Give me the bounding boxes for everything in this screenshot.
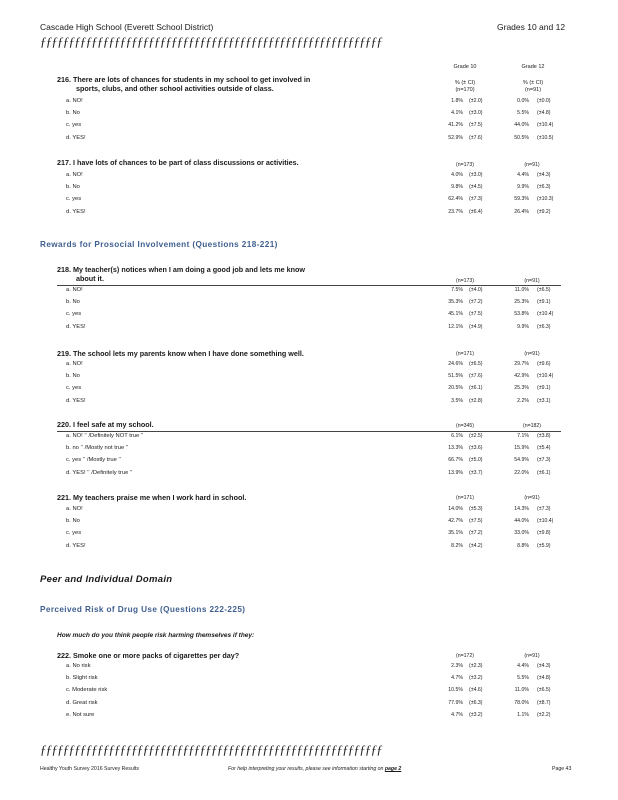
grade-12-ci: (±10.4) — [537, 518, 554, 525]
question-text: 220. I feel safe at my school. — [57, 420, 154, 429]
answer-option-label: c. yes — [66, 196, 82, 203]
grade-10-ci: (±4.9) — [469, 323, 483, 330]
grade-12-percent: 4.4% — [517, 172, 529, 178]
answer-option-label: d. YES! — [66, 208, 86, 215]
grade-12-sample-size: (n=91) — [524, 495, 540, 501]
answer-option-label: d. YES! — [66, 323, 86, 330]
grade-10-ci: (±7.2) — [469, 530, 483, 537]
footer-help-text — [228, 766, 401, 772]
grade-12-percent: 4.4% — [517, 663, 529, 669]
grade-12-percent: 11.0% — [514, 687, 529, 694]
question-text-continued: about it. — [76, 273, 104, 283]
grade-12-sample-size: (n=91) — [524, 351, 540, 357]
grade-10-ci: (±7.3) — [469, 196, 483, 203]
grade-10-percent: 14.0% — [448, 506, 463, 512]
grade-10-percent: 13.9% — [448, 469, 463, 476]
instruction-text: How much do you think people risk harming themselves if they: — [57, 632, 255, 639]
grade-10-ci: (±6.1) — [469, 385, 483, 392]
grade-10-percent: 41.2% — [448, 122, 463, 129]
grade-10-ci: (±6.4) — [469, 208, 483, 215]
grade-10-percent: 10.5% — [448, 687, 463, 694]
grade-10-ci: (±2.0) — [469, 98, 483, 104]
grade-12-percent: 7.1% — [517, 433, 529, 439]
grade-10-ci: (±5.0) — [469, 457, 483, 464]
grade-12-percent: 2.2% — [517, 397, 529, 404]
grade-10-percent: 45.1% — [448, 311, 463, 318]
grades-label: Grades 10 and 12 — [497, 22, 566, 32]
grade-12-ci: (±6.1) — [537, 469, 551, 476]
grade-10-ci: (±2.8) — [469, 397, 483, 404]
grade-10-percent: 2.3% — [451, 663, 463, 669]
grade-10-ci: (±6.5) — [469, 361, 483, 367]
grade-10-sample-size: (n=345) — [455, 423, 475, 429]
question-text: 219. The school lets my parents know when I have done something well. — [57, 349, 304, 358]
answer-option-label: d. YES! — [66, 542, 86, 549]
grade-12-percent: 44.0% — [514, 122, 529, 129]
grade-12-percent: 54.9% — [514, 457, 529, 464]
grade-10-n-label: (n=170) — [455, 87, 475, 93]
grade-12-ci: (±3.1) — [537, 397, 551, 404]
grade-10-ci: (±7.5) — [469, 122, 483, 129]
answer-option-label: a. NO! — [66, 172, 83, 178]
grade-12-percent: 33.0% — [514, 530, 529, 537]
grade-10-percent: 9.8% — [451, 184, 463, 191]
grade-12-ci: (±6.3) — [537, 323, 551, 330]
grade-12-percent: 50.5% — [514, 134, 529, 141]
grade-10-percent: 20.5% — [448, 385, 463, 392]
grade-10-ci: (±6.3) — [469, 699, 483, 706]
grade-10-ci: (±3.2) — [469, 675, 483, 682]
answer-option-label: b. No — [66, 518, 80, 525]
grade-10-ci: (±3.7) — [469, 469, 483, 476]
grade-12-ci: (±9.8) — [537, 530, 551, 537]
grade-12-ci: (±7.3) — [537, 457, 551, 464]
grade-12-percent: 0.0% — [517, 98, 529, 104]
grade-12-sample-size: (n=91) — [524, 278, 540, 284]
grade-12-percent: 53.8% — [514, 311, 529, 318]
grade-12-percent: 25.3% — [514, 299, 529, 306]
grade-12-ci: (±10.3) — [537, 196, 554, 203]
grade-10-ci: (±2.3) — [469, 663, 483, 669]
section-risk-heading: Perceived Risk of Drug Use (Questions 222-225) — [40, 605, 246, 614]
grade-10-percent: 66.7% — [448, 457, 463, 464]
question-text: 221. My teachers praise me when I work hard in school. — [57, 493, 247, 502]
grade-12-percent: 29.7% — [514, 361, 529, 367]
answer-option-label: c. yes — [66, 122, 82, 129]
grade-10-ci: (±4.2) — [469, 542, 483, 549]
grade-12-percent: 14.3% — [514, 506, 529, 512]
domain-heading: Peer and Individual Domain — [40, 574, 173, 585]
grade-12-percent: 15.9% — [514, 445, 529, 452]
question-divider — [57, 285, 561, 286]
grade-12-ci: (±6.3) — [537, 184, 551, 191]
grade-12-ci: (±4.8) — [537, 675, 551, 682]
grade-10-percent: 7.5% — [451, 287, 463, 293]
grade-12-percent: 8.8% — [517, 542, 529, 549]
answer-option-label: c. Moderate risk — [66, 687, 108, 694]
footer-page-number: Page 43 — [552, 766, 572, 772]
footer-help-sentence: For help interpreting your results, please see information starting on — [228, 766, 384, 772]
grade-12-ci: (±9.2) — [537, 208, 551, 215]
grade-10-ci: (±7.5) — [469, 311, 483, 318]
grade-12-sample-size: (n=182) — [522, 423, 542, 429]
school-name: Cascade High School (Everett School District) — [40, 22, 214, 32]
grade-12-ci: (±0.0) — [537, 98, 551, 104]
footer-decor-line: ƒƒƒƒƒƒƒƒƒƒƒƒƒƒƒƒƒƒƒƒƒƒƒƒƒƒƒƒƒƒƒƒƒƒƒƒƒƒƒƒƒƒƒƒƒƒƒƒƒƒƒƒƒƒƒƒƒƒƒƒ — [40, 742, 383, 757]
grade-12-ci: (±10.4) — [537, 311, 554, 318]
grade-10-percent: 13.3% — [448, 445, 463, 452]
grade-10-sample-size: (n=172) — [455, 653, 475, 659]
grade-12-ci: (±10.4) — [537, 373, 554, 380]
footer-page-link[interactable]: page 2 — [384, 766, 402, 772]
answer-option-label: b. No — [66, 110, 80, 117]
answer-option-label: c. yes — [66, 385, 82, 392]
answer-option-label: b. No — [66, 373, 80, 380]
grade-12-ci: (±8.7) — [537, 699, 551, 706]
grade-10-ci: (±4.0) — [469, 287, 483, 293]
answer-option-label: b. Slight risk — [66, 675, 98, 682]
grade-10-header: Grade 10 — [453, 64, 477, 70]
grade-12-ci: (±4.3) — [537, 172, 551, 178]
grade-10-percent: 23.7% — [448, 208, 463, 215]
answer-option-label: c. yes — [66, 530, 82, 537]
answer-option-label: a. No risk — [66, 663, 91, 669]
grade-10-percent: 24.6% — [448, 361, 463, 367]
grade-10-percent: 4.0% — [451, 172, 463, 178]
grade-12-percent: 44.0% — [514, 518, 529, 525]
question-text: 216. There are lots of chances for students in my school to get involved in — [57, 75, 311, 84]
grade-10-sample-size: (n=171) — [455, 495, 475, 501]
grade-12-percent: 59.3% — [514, 196, 529, 203]
answer-option-label: a. NO! — [66, 98, 83, 104]
answer-option-label: a. NO! — [66, 361, 83, 367]
grade-10-ci: (±7.6) — [469, 373, 483, 380]
grade-10-ci: (±3.6) — [469, 445, 483, 452]
grade-12-sample-size: (n=91) — [524, 162, 540, 168]
answer-option-label: b. No — [66, 184, 80, 191]
answer-option-label: e. Not sure — [66, 711, 95, 718]
grade-10-percent: 8.2% — [451, 542, 463, 549]
answer-option-label: a. NO! — [66, 506, 83, 512]
grade-10-ci: (±4.6) — [469, 687, 483, 694]
grade-12-percent: 22.0% — [514, 469, 529, 476]
grade-12-percent: 5.5% — [517, 110, 529, 117]
grade-12-percent: 78.0% — [514, 699, 529, 706]
grade-12-header: Grade 12 — [521, 64, 545, 70]
grade-12-percent: 9.9% — [517, 323, 529, 330]
grade-10-percent: 3.5% — [451, 397, 463, 404]
grade-10-percent: 1.8% — [451, 98, 463, 104]
grade-10-percent: 12.1% — [448, 323, 463, 330]
grade-10-percent: 6.1% — [451, 433, 463, 439]
grade-12-percent: 42.9% — [514, 373, 529, 380]
grade-12-ci: (±3.8) — [537, 433, 551, 439]
grade-12-ci: (±5.9) — [537, 542, 551, 549]
answer-option-label: c. yes ‘‘ /Mostly true ’’ — [66, 457, 121, 464]
grade-10-percent: 4.7% — [451, 675, 463, 682]
question-text: 218. My teacher(s) notices when I am doing a good job and lets me know — [57, 265, 306, 274]
answer-option-label: d. YES! ‘‘ /Definitely true ’’ — [66, 469, 133, 476]
grade-10-percent: 35.3% — [448, 299, 463, 306]
grade-10-percent: 42.7% — [448, 518, 463, 525]
grade-10-ci: (±5.3) — [469, 506, 483, 512]
answer-option-label: c. yes — [66, 311, 82, 318]
grade-10-percent: 77.9% — [448, 699, 463, 706]
grade-12-n-label: (n=91) — [524, 87, 542, 93]
grade-12-ci: (±9.1) — [537, 299, 551, 306]
grade-10-percent: 35.1% — [448, 530, 463, 537]
answer-option-label: a. NO! — [66, 287, 83, 293]
grade-12-ci: (±4.3) — [537, 663, 551, 669]
grade-10-percent: 4.1% — [451, 110, 463, 117]
section-rewards-heading: Rewards for Prosocial Involvement (Questions 218-221) — [40, 240, 278, 249]
grade-10-ci: (±2.5) — [469, 433, 483, 439]
answer-option-label: a. NO! ‘‘ /Definitely NOT true ’’ — [66, 433, 144, 439]
grade-12-ci: (±7.3) — [537, 506, 551, 512]
grade-10-ci-label: % (± CI) — [454, 80, 476, 86]
answer-option-label: b. No — [66, 299, 80, 306]
grade-12-sample-size: (n=91) — [524, 653, 540, 659]
grade-10-sample-size: (n=173) — [455, 162, 475, 168]
grade-10-percent: 62.4% — [448, 196, 463, 203]
footer-survey-title: Healthy Youth Survey 2016 Survey Results — [40, 766, 139, 772]
question-divider — [57, 431, 561, 432]
grade-12-ci: (±9.6) — [537, 361, 551, 367]
grade-12-ci: (±2.2) — [537, 711, 551, 718]
grade-10-ci: (±7.2) — [469, 299, 483, 306]
grade-10-sample-size: (n=173) — [455, 278, 475, 284]
grade-12-ci: (±4.8) — [537, 110, 551, 117]
grade-12-ci: (±9.1) — [537, 385, 551, 392]
grade-12-percent: 25.3% — [514, 385, 529, 392]
answer-option-label: d. YES! — [66, 134, 86, 141]
question-text: 217. I have lots of chances to be part of class discussions or activities. — [57, 158, 299, 167]
answer-option-label: b. no ‘‘ /Mostly not true ’’ — [66, 445, 129, 452]
grade-10-ci: (±3.0) — [469, 172, 483, 178]
grade-10-percent: 51.5% — [448, 373, 463, 380]
grade-12-ci: (±6.5) — [537, 287, 551, 293]
answer-option-label: d. Great risk — [66, 699, 98, 706]
answer-option-label: d. YES! — [66, 397, 86, 404]
question-text-continued: sports, clubs, and other school activities outside of class. — [76, 83, 274, 93]
grade-12-ci: (±10.5) — [537, 134, 554, 141]
grade-10-percent: 52.9% — [448, 134, 463, 141]
grade-12-ci: (±6.5) — [537, 687, 551, 694]
header-decor-line: ƒƒƒƒƒƒƒƒƒƒƒƒƒƒƒƒƒƒƒƒƒƒƒƒƒƒƒƒƒƒƒƒƒƒƒƒƒƒƒƒƒƒƒƒƒƒƒƒƒƒƒƒƒƒƒƒƒƒƒƒ — [40, 34, 383, 49]
grade-12-ci-label: % (± CI) — [522, 80, 544, 86]
grade-10-ci: (±3.0) — [469, 110, 483, 117]
grade-10-ci: (±7.5) — [469, 518, 483, 525]
grade-12-ci: (±10.4) — [537, 122, 554, 129]
grade-12-percent: 9.9% — [517, 184, 529, 191]
grade-10-ci: (±4.5) — [469, 184, 483, 191]
grade-10-sample-size: (n=171) — [455, 351, 475, 357]
grade-10-percent: 4.7% — [451, 711, 463, 718]
grade-12-percent: 11.0% — [514, 287, 529, 293]
grade-10-ci: (±3.2) — [469, 711, 483, 718]
grade-12-ci: (±5.4) — [537, 445, 551, 452]
grade-12-percent: 1.1% — [517, 711, 529, 718]
grade-12-percent: 5.5% — [517, 675, 529, 682]
question-text: 222. Smoke one or more packs of cigarettes per day? — [57, 651, 240, 660]
grade-10-ci: (±7.6) — [469, 134, 483, 141]
grade-12-percent: 26.4% — [514, 208, 529, 215]
